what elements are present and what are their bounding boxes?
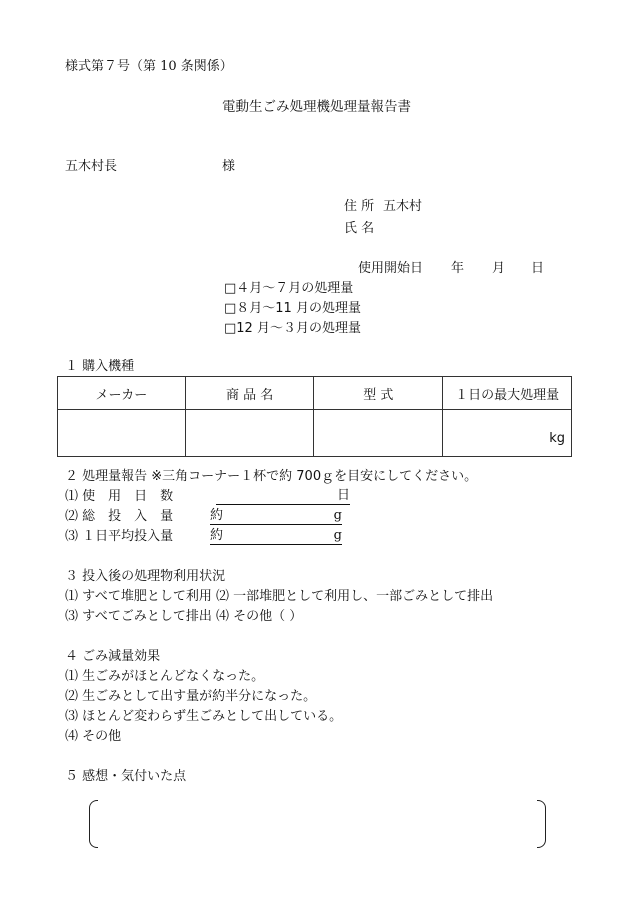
period-option: □８月～11 月の処理量 bbox=[224, 301, 361, 316]
start-date-year: 年 bbox=[451, 261, 465, 276]
comment-bracket-right bbox=[537, 800, 546, 848]
column-maker: メーカー bbox=[58, 377, 186, 410]
period-option: □12 月～３月の処理量 bbox=[224, 321, 361, 336]
gram-unit: g bbox=[333, 508, 342, 523]
model-cell bbox=[314, 410, 443, 457]
days-unit: 日 bbox=[336, 488, 350, 503]
reduction-option: ⑶ ほとんど変わらず生ごみとして出している。 bbox=[65, 709, 343, 724]
reduction-option: ⑷ その他 bbox=[65, 729, 122, 744]
section-4-heading: ４ ごみ減量効果 bbox=[65, 649, 161, 664]
usage-status-line: ⑴ すべて堆肥として利用 ⑵ 一部堆肥として利用し、一部ごみとして排出 bbox=[65, 589, 494, 604]
usage-status-line: ⑶ すべてごみとして排出 ⑷ その他（ ） bbox=[65, 609, 303, 624]
table-header-row bbox=[58, 377, 572, 410]
daily-average-field bbox=[210, 529, 342, 545]
section-2-heading: ２ 処理量報告 ※三角コーナー１杯で約 700ｇを目安にしてください。 bbox=[65, 469, 478, 484]
product-name-cell bbox=[185, 410, 314, 457]
start-date-day: 日 bbox=[531, 261, 545, 276]
table-row bbox=[58, 410, 572, 457]
column-max-capacity: １日の最大処理量 bbox=[443, 377, 572, 410]
address-label: 住 所 bbox=[344, 199, 375, 214]
kg-unit: kg bbox=[549, 431, 565, 446]
honorific: 様 bbox=[222, 159, 236, 174]
page-title: 電動生ごみ処理機処理量報告書 bbox=[222, 99, 411, 115]
daily-average-label: ⑶ １日平均投入量 bbox=[65, 529, 174, 544]
address-value: 五木村 bbox=[383, 199, 423, 214]
column-product-name: 商 品 名 bbox=[185, 377, 314, 410]
max-capacity-cell bbox=[443, 410, 572, 457]
usage-days-label: ⑴ 使 用 日 数 bbox=[65, 489, 174, 504]
maker-cell bbox=[58, 410, 186, 457]
section-5-heading: ５ 感想・気付いた点 bbox=[65, 769, 187, 784]
start-date-month: 月 bbox=[492, 261, 506, 276]
section-3-heading: ３ 投入後の処理物利用状況 bbox=[65, 569, 226, 584]
reduction-option: ⑴ 生ごみがほとんどなくなった。 bbox=[65, 669, 265, 684]
name-label: 氏 名 bbox=[344, 221, 375, 236]
form-number: 様式第７号（第 10 条関係） bbox=[65, 59, 233, 74]
column-model: 型 式 bbox=[314, 377, 443, 410]
purchase-model-table bbox=[57, 376, 572, 457]
addressee: 五木村長 bbox=[65, 159, 118, 174]
start-date-label: 使用開始日 bbox=[358, 261, 424, 276]
total-input-label: ⑵ 総 投 入 量 bbox=[65, 509, 174, 524]
total-input-field bbox=[210, 509, 342, 525]
usage-days-field bbox=[216, 489, 350, 505]
approx-prefix: 約 bbox=[210, 508, 224, 523]
comment-bracket-left bbox=[89, 800, 98, 848]
period-option: □４月～７月の処理量 bbox=[224, 281, 354, 296]
section-1-heading: １ 購入機種 bbox=[65, 359, 135, 374]
reduction-option: ⑵ 生ごみとして出す量が約半分になった。 bbox=[65, 689, 317, 704]
approx-prefix: 約 bbox=[210, 528, 224, 543]
gram-unit: g bbox=[333, 528, 342, 543]
